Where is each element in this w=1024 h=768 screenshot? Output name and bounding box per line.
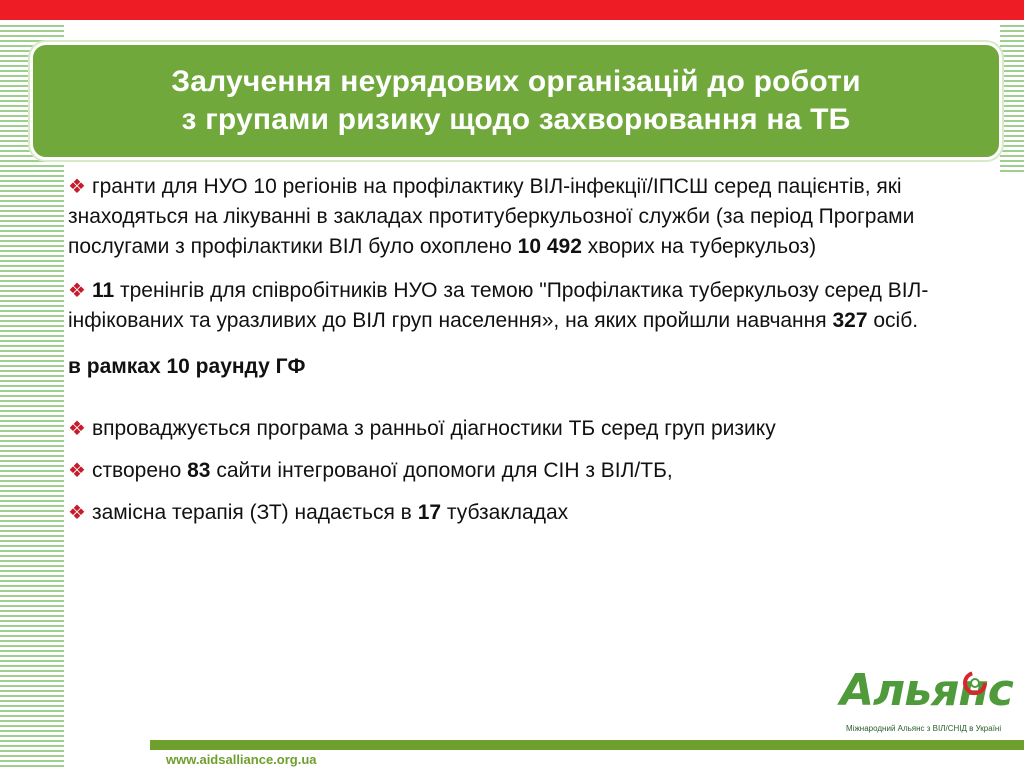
title-line-1: Залучення неурядових організацій до роботи (171, 65, 861, 98)
alliance-logo (840, 665, 1013, 736)
footer-website-link[interactable]: www.aidsalliance.org.ua (166, 752, 317, 767)
bullet-item-grants: ❖ гранти для НУО 10 регіонів на профілактику ВІЛ-інфекції/ІПСШ серед пацієнтів, які знаходяться на лікуванні в закладах протитуберкульозної служби (за період Програми послугами з профілактики ВІЛ було охоплено 10 492 хворих на туберкульоз) (68, 175, 915, 258)
top-red-band (0, 0, 1024, 20)
logo-wordmark: Альянс (840, 665, 1013, 716)
footer-green-line (150, 740, 1024, 750)
diamond-bullet-icon: ❖ (68, 418, 86, 440)
diamond-bullet-icon: ❖ (68, 176, 86, 198)
bullet-item-therapy: ❖ замісна терапія (ЗТ) надається в 17 тубзакладах (68, 501, 569, 524)
diamond-bullet-icon: ❖ (68, 280, 86, 302)
diamond-bullet-icon: ❖ (68, 502, 86, 524)
slide-title-box (30, 42, 1002, 160)
logo-tagline: Міжнародний Альянс з ВІЛ/СНІД в Україні (846, 724, 1002, 733)
diamond-bullet-icon: ❖ (68, 460, 86, 482)
red-ribbon-swirl-icon (960, 668, 990, 698)
title-line-2: з групами ризику щодо захворювання на ТБ (181, 103, 851, 136)
right-decorative-stripes (1000, 22, 1024, 172)
section-heading-round-10: в рамках 10 раунду ГФ (68, 355, 306, 378)
bullet-item-trainings: ❖ 11 тренінгів для співробітників НУО за темою "Профілактика туберкульозу серед ВІЛ-інфікованих та уразливих до ВІЛ груп населення», на яких пройшли навчання 327 осіб. (68, 279, 929, 332)
bullet-item-sites: ❖ створено 83 сайти інтегрованої допомоги для СІН з ВІЛ/ТБ, (68, 459, 673, 482)
slide-title (171, 63, 860, 139)
slide-content (68, 172, 1000, 528)
bullet-item-diagnostics: ❖ впроваджується програма з ранньої діагностики ТБ серед груп ризику (68, 417, 776, 440)
